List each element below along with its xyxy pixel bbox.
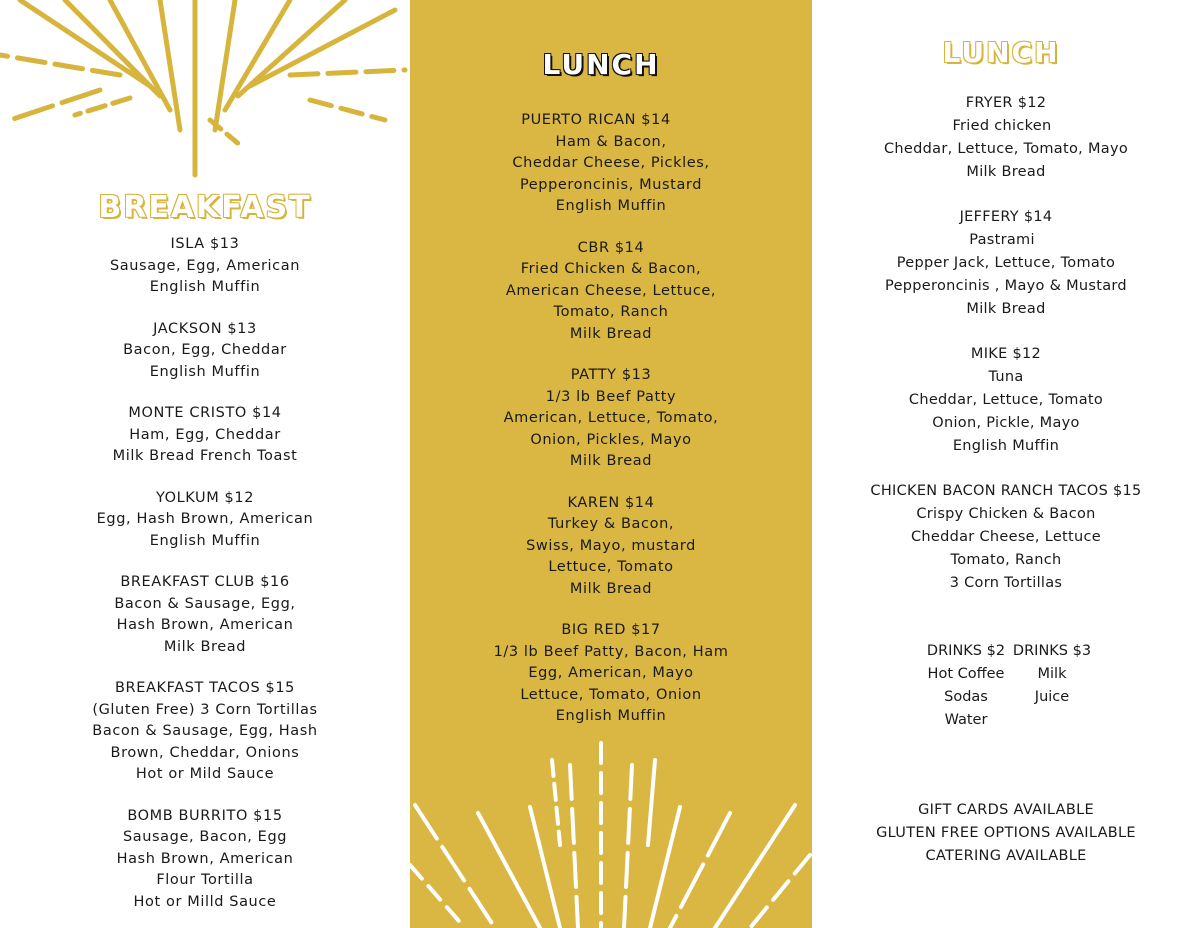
drink-item: Milk — [1037, 666, 1067, 682]
menu-item — [410, 620, 812, 728]
menu-item — [0, 572, 410, 658]
menu-item-line: Cheddar Cheese, Lettuce — [910, 529, 1102, 545]
breakfast-panel — [0, 0, 410, 928]
menu-item-line: Tuna — [988, 369, 1024, 385]
menu-item-title: PUERTO RICAN $14 — [521, 112, 671, 128]
menu-item-line: Cheddar, Lettuce, Tomato — [908, 392, 1104, 408]
menu-item-title: BREAKFAST CLUB $16 — [120, 574, 290, 590]
lunch-panel-gold — [410, 0, 812, 928]
menu-item-title: BOMB BURRITO $15 — [127, 807, 283, 824]
menu-item-title: BIG RED $17 — [561, 622, 661, 638]
menu-item-title: JACKSON $13 — [153, 320, 257, 337]
drinks-2-title: DRINKS $2 — [926, 643, 1006, 659]
menu-item-line: Sausage, Bacon, Egg — [122, 829, 288, 845]
menu-item-line: English Muffin — [149, 279, 261, 295]
breakfast-item-list — [0, 234, 410, 913]
menu-item — [812, 480, 1200, 595]
menu-item-line: English Muffin — [149, 363, 261, 380]
menu-item-line: Milk Bread French Toast — [112, 448, 298, 464]
menu-item-title: JEFFERY $14 — [959, 209, 1053, 225]
lunch-panel-white — [812, 0, 1200, 928]
menu-item-line: Hot or Mild Sauce — [135, 766, 275, 782]
menu-item — [410, 110, 812, 218]
menu-item-line: Bacon & Sausage, Egg, Hash — [92, 723, 318, 739]
menu-item-line: Cheddar Cheese, Pickles, — [512, 155, 710, 171]
menu-item-line: Ham & Bacon, — [555, 133, 667, 150]
menu-item-line: Egg, Hash Brown, American — [96, 511, 314, 527]
menu-item-line: Milk Bread — [163, 638, 247, 655]
menu-item-line: Onion, Pickle, Mayo — [932, 415, 1080, 431]
menu-item-line: Milk Bread — [966, 164, 1046, 180]
menu-item — [410, 365, 812, 473]
menu-item-line: English Muffin — [555, 708, 667, 724]
drinks-3-list — [1010, 640, 1094, 709]
note-gluten-free: GLUTEN FREE OPTIONS AVAILABLE — [876, 825, 1136, 841]
drink-item: Sodas — [944, 689, 988, 705]
menu-item-line: Pepperoncinis , Mayo & Mustard — [885, 278, 1127, 294]
notes-section — [812, 799, 1200, 868]
menu-item-line: Hash Brown, American — [116, 617, 294, 633]
menu-item-line: Fried chicken — [952, 118, 1052, 134]
menu-item-line: Pepper Jack, Lettuce, Tomato — [896, 255, 1116, 271]
menu-item-title: BREAKFAST TACOS $15 — [114, 680, 296, 696]
menu-item-line: Flour Tortilla — [156, 872, 254, 888]
menu-item-title: KAREN $14 — [567, 494, 655, 511]
menu-item-title: MIKE $12 — [970, 346, 1042, 362]
menu-item-line: Turkey & Bacon, — [547, 516, 675, 532]
menu-item-title: MONTE CRISTO $14 — [128, 405, 282, 421]
menu-item-title: PATTY $13 — [570, 367, 652, 383]
menu-item-line: American, Lettuce, Tomato, — [503, 410, 719, 426]
menu-item — [0, 234, 410, 299]
menu-item-line: American Cheese, Lettuce, — [505, 282, 717, 299]
menu-item-title: FRYER $12 — [965, 95, 1047, 111]
menu-item-line: 1/3 lb Beef Patty, Bacon, Ham — [493, 643, 729, 660]
sunburst-bottom-decoration — [410, 735, 812, 928]
menu-item — [812, 343, 1200, 458]
menu-item-line: Milk Bread — [569, 580, 653, 597]
menu-item-line: Milk Bread — [569, 453, 653, 469]
menu-item-line: Lettuce, Tomato — [548, 559, 674, 575]
menu-item-title: ISLA $13 — [170, 236, 240, 252]
menu-item — [410, 238, 812, 346]
menu-item-title: CBR $14 — [577, 239, 645, 256]
drink-item: Juice — [1034, 689, 1070, 705]
menu-item-line: English Muffin — [555, 198, 667, 214]
menu-item — [0, 403, 410, 468]
menu-item — [0, 319, 410, 384]
note-catering: CATERING AVAILABLE — [925, 848, 1087, 864]
menu-item — [0, 488, 410, 553]
menu-item-title: CHICKEN BACON RANCH TACOS $15 — [870, 483, 1142, 499]
menu-item-line: Swiss, Mayo, mustard — [526, 537, 696, 554]
menu-item-line: Egg, American, Mayo — [528, 665, 694, 681]
menu-item-line: Tomato, Ranch — [553, 304, 669, 320]
menu-item — [0, 806, 410, 914]
menu-item-line: Pepperoncinis, Mustard — [519, 176, 703, 193]
note-gift-cards: GIFT CARDS AVAILABLE — [918, 802, 1094, 818]
menu-item-line: Milk Bread — [569, 325, 653, 342]
menu-item-line: 3 Corn Tortillas — [949, 575, 1063, 591]
menu-item-line: Bacon, Egg, Cheddar — [123, 342, 287, 358]
menu-item-line: Crispy Chicken & Bacon — [916, 506, 1096, 522]
menu-item-line: (Gluten Free) 3 Corn Tortillas — [92, 701, 318, 718]
menu-item-line: Onion, Pickles, Mayo — [530, 431, 692, 448]
sunburst-top-decoration — [0, 0, 410, 180]
drink-item: Water — [944, 712, 988, 728]
drinks-2-list — [910, 640, 1022, 732]
drinks-3-title: DRINKS $3 — [1012, 643, 1092, 659]
menu-item-line: Cheddar, Lettuce, Tomato, Mayo — [883, 141, 1129, 157]
menu-item-line: Ham, Egg, Cheddar — [129, 426, 281, 443]
menu-item-line: Pastrami — [969, 232, 1035, 248]
menu-item-line: English Muffin — [149, 532, 261, 549]
drink-item: Hot Coffee — [927, 666, 1005, 682]
menu-item — [410, 493, 812, 601]
lunch-heading: LUNCH — [942, 36, 1060, 69]
menu-item-line: Milk Bread — [966, 301, 1046, 317]
menu-item-line: English Muffin — [952, 438, 1060, 454]
menu-item-line: Hot or Milld Sauce — [133, 893, 277, 910]
menu-item-line: Bacon & Sausage, Egg, — [114, 595, 296, 612]
lunch-heading: LUNCH — [542, 48, 660, 81]
lunch-item-list — [410, 110, 812, 728]
menu-item — [812, 206, 1200, 321]
breakfast-heading: BREAKFAST — [98, 190, 312, 225]
menu-item-line: Tomato, Ranch — [950, 552, 1062, 568]
menu-item — [0, 678, 410, 786]
menu-item — [812, 92, 1200, 184]
lunch-item-list — [812, 92, 1200, 595]
menu-item-line: Hash Brown, American — [116, 850, 294, 867]
menu-item-line: Brown, Cheddar, Onions — [110, 744, 300, 761]
menu-item-line: Sausage, Egg, American — [109, 257, 301, 274]
menu-item-line: Lettuce, Tomato, Onion — [520, 686, 702, 703]
menu-item-line: Fried Chicken & Bacon, — [520, 261, 702, 277]
menu-item-title: YOLKUM $12 — [155, 489, 255, 506]
menu-item-line: 1/3 lb Beef Patty — [545, 388, 677, 405]
